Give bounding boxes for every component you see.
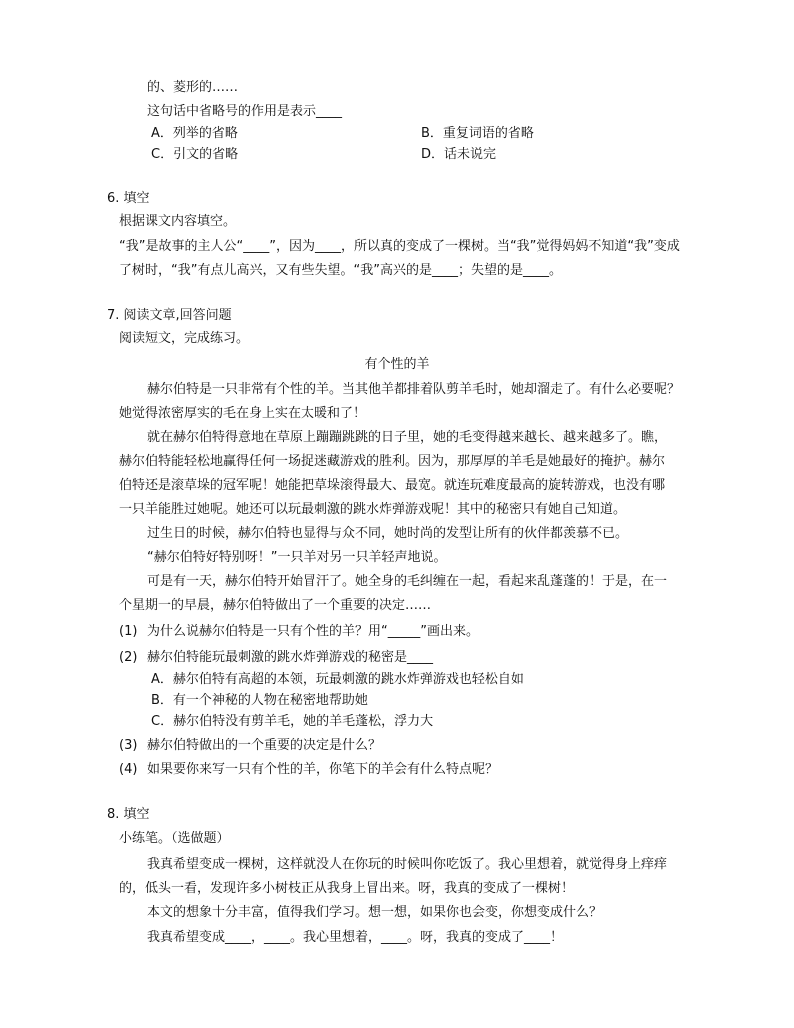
q7-paragraph: 过生日的时候，赫尔伯特也显得与众不同，她时尚的发型让所有的伙伴都羡慕不已。 [147,526,629,541]
q7-sub1-question: 为什么说赫尔伯特是一只有个性的羊？用“_____”画出来。 [147,624,479,639]
q8-intro: 小练笔。（选做题） [119,831,230,846]
q6-intro: 根据课文内容填空。 [119,214,237,229]
q7-sub2-option-a[interactable]: A．赫尔伯特有高超的本领，玩最刺激的跳水炸弹游戏也轻松自如 [151,672,524,687]
q7-paragraph: 一只羊能胜过她呢。她还可以玩最刺激的跳水炸弹游戏呢！其中的秘密只有她自己知道。 [119,502,627,517]
q7-title: 7. 阅读文章,回答问题 [107,308,232,323]
q7-sub4-number: (4) [119,762,138,777]
q7-paragraph: 可是有一天，赫尔伯特开始冒汗了。她全身的毛纠缠在一起，看起来乱蓬蓬的！于是，在一 [147,574,668,589]
q7-sub4-question: 如果要你来写一只有个性的羊，你笔下的羊会有什么特点呢？ [147,762,499,777]
q5-option-a[interactable]: A．列举的省略 [151,126,238,141]
q5-option-d[interactable]: D．话未说完 [421,147,497,162]
q7-paragraph: 个星期一的早晨，赫尔伯特做出了一个重要的决定…… [119,598,432,613]
q7-paragraph: 赫尔伯特是一只非常有个性的羊。当其他羊都排着队剪羊毛时，她却溜走了。有什么必要呢？ [147,382,681,397]
q8-line: 我真希望变成一棵树，这样就没人在你玩的时候叫你吃饭了。我心里想着，就觉得身上痒痒 [147,857,668,872]
q7-sub1-number: (1) [119,624,138,639]
q7-sub2-option-b[interactable]: B．有一个神秘的人物在秘密地帮助她 [151,693,368,708]
q7-sub2-number: (2) [119,650,138,665]
q6-line1: “我”是故事的主人公“____”，因为____，所以真的变成了一棵树。当“我”觉得妈妈不知道“我”变成 [119,239,680,254]
q7-paragraph: “赫尔伯特好特别呀！”一只羊对另一只羊轻声地说。 [147,550,447,565]
q5-question: 这句话中省略号的作用是表示____ [147,104,343,119]
q5-line1: 的、菱形的…… [147,80,239,95]
q7-sub3-question: 赫尔伯特做出的一个重要的决定是什么？ [147,738,382,753]
q6-line2: 了树时，“我”有点儿高兴，又有些失望。“我”高兴的是____；失望的是____。 [119,263,562,278]
q7-sub2-option-c[interactable]: C．赫尔伯特没有剪羊毛，她的羊毛蓬松，浮力大 [151,714,434,729]
q8-line: 的，低头一看，发现许多小树枝正从我身上冒出来。呀，我真的变成了一棵树！ [119,881,575,896]
q7-sub3-number: (3) [119,738,138,753]
q7-passage-title: 有个性的羊 [364,357,430,372]
q7-paragraph: 她觉得浓密厚实的毛在身上实在太暖和了！ [119,406,367,421]
q8-title: 8. 填空 [107,807,150,822]
q7-paragraph: 伯特还是滚草垛的冠军呢！她能把草垛滚得最大、最宽。就连玩难度最高的旋转游戏，也没有哪 [119,478,666,493]
q7-intro: 阅读短文，完成练习。 [119,331,250,346]
q7-paragraph: 就在赫尔伯特得意地在草原上蹦蹦跳跳的日子里，她的毛变得越来越长、越来越多了。瞧， [147,430,668,445]
q5-option-b[interactable]: B．重复词语的省略 [421,126,534,141]
q7-paragraph: 赫尔伯特能轻松地赢得任何一场捉迷藏游戏的胜利。因为，那厚厚的羊毛是她最好的掩护。赫尔 [119,454,666,469]
q8-line: 我真希望变成____，____。我心里想着，____。呀，我真的变成了____！ [147,930,564,945]
q6-title: 6. 填空 [107,191,150,206]
q8-line: 本文的想象十分丰富，值得我们学习。想一想，如果你也会变，你想变成什么？ [147,905,603,920]
q7-sub2-question: 赫尔伯特能玩最刺激的跳水炸弹游戏的秘密是____ [147,650,434,665]
q5-option-c[interactable]: C．引文的省略 [151,147,239,162]
